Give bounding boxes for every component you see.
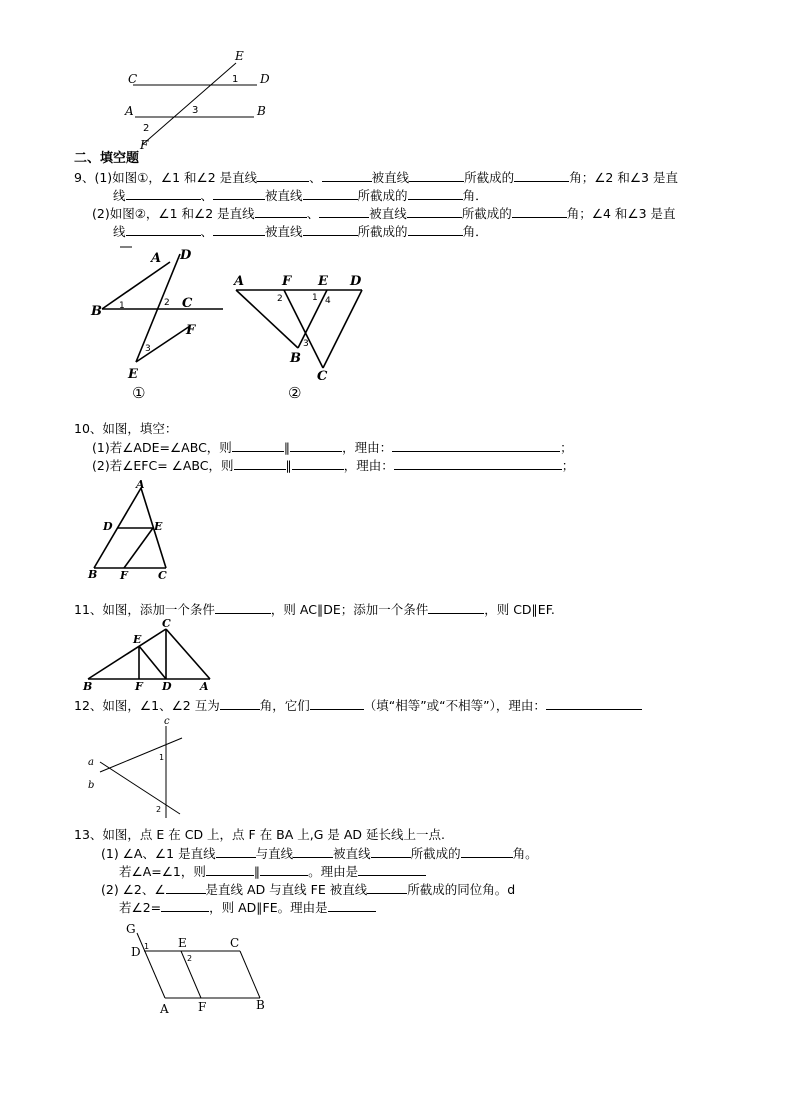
blank[interactable] (215, 601, 271, 614)
label-G: G (126, 922, 136, 936)
label-E: E (178, 936, 187, 950)
blank[interactable] (546, 697, 642, 710)
figure-12 (84, 714, 194, 822)
angle-1: 1 (119, 301, 125, 311)
blank[interactable] (166, 881, 206, 894)
label-A: A (125, 104, 134, 118)
blank[interactable] (257, 169, 309, 182)
blank[interactable] (161, 899, 209, 912)
figure-11 (78, 617, 218, 693)
blank[interactable] (358, 863, 426, 876)
label-C: C (158, 569, 167, 582)
angle-2: 2 (277, 294, 283, 304)
q12-text: 12、如图，∠1、∠2 互为 角，它们 （填“相等”或“不相等”），理由： (74, 697, 642, 714)
label-F: F (198, 1000, 207, 1014)
label-c: c (164, 716, 170, 727)
label-D: D (180, 248, 192, 263)
angle-1: 1 (144, 942, 150, 951)
q11-text: 11、如图，添加一个条件 ，则 AC∥DE；添加一个条件 ，则 CD∥EF. (74, 602, 555, 617)
figure-1 (88, 242, 228, 402)
angle-3: 3 (192, 105, 199, 116)
label-C: C (182, 296, 193, 311)
q9-line4: 线 、 被直线 所截成的 角． (113, 224, 488, 239)
caption-2: ② (288, 384, 302, 402)
label-A: A (234, 274, 245, 289)
q13-line3: (2) ∠2、∠ 是直线 AD 与直线 FE 被直线 所截成的同位角。d (101, 882, 516, 897)
angle-3: 3 (145, 344, 151, 354)
blank[interactable] (408, 187, 463, 200)
label-F: F (186, 323, 196, 338)
label-E: E (154, 520, 163, 533)
label-C: C (230, 936, 240, 950)
label-b: b (88, 780, 95, 791)
blank[interactable] (260, 863, 308, 876)
blank[interactable] (367, 881, 407, 894)
blank[interactable] (126, 187, 201, 200)
angle-2: 2 (156, 805, 162, 814)
label-E: E (235, 49, 244, 63)
blank[interactable] (126, 223, 201, 236)
label-B: B (83, 680, 93, 693)
label-D: D (260, 72, 270, 86)
angle-2: 2 (143, 123, 150, 134)
label-D: D (103, 520, 113, 533)
label-E: E (133, 633, 142, 646)
blank[interactable] (461, 845, 513, 858)
caption-1: ① (132, 384, 146, 402)
label-A: A (160, 1002, 169, 1016)
angle-1: 1 (312, 293, 318, 303)
q10-title: 10、如图，填空： (74, 421, 178, 436)
label-D: D (350, 274, 362, 289)
angle-2: 2 (187, 954, 193, 963)
blank[interactable] (310, 697, 364, 710)
label-A: A (151, 251, 162, 266)
blank[interactable] (293, 845, 333, 858)
angle-3: 3 (303, 339, 309, 349)
label-F: F (140, 138, 149, 152)
label-E: E (128, 367, 138, 382)
figure-parallel-transversal (120, 45, 280, 155)
label-E: E (318, 274, 328, 289)
q13-line2: 若∠A=∠1，则 ∥ 。理由是 (119, 863, 426, 880)
q13-title: 13、如图，点 E 在 CD 上，点 F 在 BA 上,G 是 AD 延长线上一点. (74, 827, 445, 842)
label-D: D (131, 945, 141, 959)
blank[interactable] (255, 205, 307, 218)
q9-line1: 9、(1)如图①，∠1 和∠2 是直线 、 被直线 所截成的 角；∠2 和∠3 是直 (74, 170, 678, 185)
angle-2: 2 (164, 298, 170, 308)
label-B: B (257, 104, 266, 118)
q13-line4: 若∠2= ，则 AD∥FE。理由是 (119, 899, 376, 916)
angle-1: 1 (159, 753, 165, 762)
label-F: F (282, 274, 292, 289)
label-C: C (128, 72, 138, 86)
blank[interactable] (392, 439, 560, 452)
angle-4: 4 (325, 296, 331, 306)
figure-13 (120, 918, 280, 1018)
blank[interactable] (206, 863, 254, 876)
blank[interactable] (394, 457, 562, 470)
label-A: A (200, 680, 209, 693)
label-C: C (162, 617, 171, 630)
blank[interactable] (213, 187, 265, 200)
q13-line1: (1) ∠A、∠1 是直线 与直线 被直线 所截成的 角。 (101, 846, 538, 861)
blank[interactable] (407, 205, 462, 218)
label-C: C (317, 369, 328, 384)
q10-part1: (1)若∠ADE=∠ABC，则 ∥ ，理由： ； (92, 440, 573, 455)
blank[interactable] (232, 439, 284, 452)
blank[interactable] (319, 205, 369, 218)
label-D: D (162, 680, 172, 693)
blank[interactable] (428, 601, 484, 614)
label-A: A (136, 478, 145, 491)
label-F: F (135, 680, 143, 693)
blank[interactable] (371, 845, 411, 858)
label-B: B (88, 568, 98, 581)
label-F: F (120, 569, 128, 582)
figure-2 (230, 270, 370, 405)
blank[interactable] (303, 223, 358, 236)
label-B: B (256, 998, 265, 1012)
section-title: 二、填空题 (74, 151, 140, 166)
blank[interactable] (322, 169, 372, 182)
label-a: a (88, 757, 94, 768)
blank[interactable] (216, 845, 256, 858)
q9-line3: (2)如图②，∠1 和∠2 是直线 、 被直线 所截成的 角；∠4 和∠3 是直 (92, 206, 676, 221)
blank[interactable] (220, 697, 260, 710)
label-B: B (91, 304, 102, 319)
blank[interactable] (514, 169, 569, 182)
blank[interactable] (213, 223, 265, 236)
angle-1: 1 (232, 74, 239, 85)
blank[interactable] (292, 457, 344, 470)
label-B: B (290, 351, 301, 366)
figure-10 (86, 478, 186, 586)
q10-part2: (2)若∠EFC= ∠ABC，则 ∥ ，理由： ； (92, 458, 575, 473)
blank[interactable] (303, 187, 358, 200)
blank[interactable] (409, 169, 464, 182)
blank[interactable] (234, 457, 286, 470)
blank[interactable] (328, 899, 376, 912)
q9-line2: 线 、 被直线 所截成的 角． (113, 188, 488, 203)
blank[interactable] (290, 439, 342, 452)
blank[interactable] (408, 223, 463, 236)
blank[interactable] (512, 205, 567, 218)
